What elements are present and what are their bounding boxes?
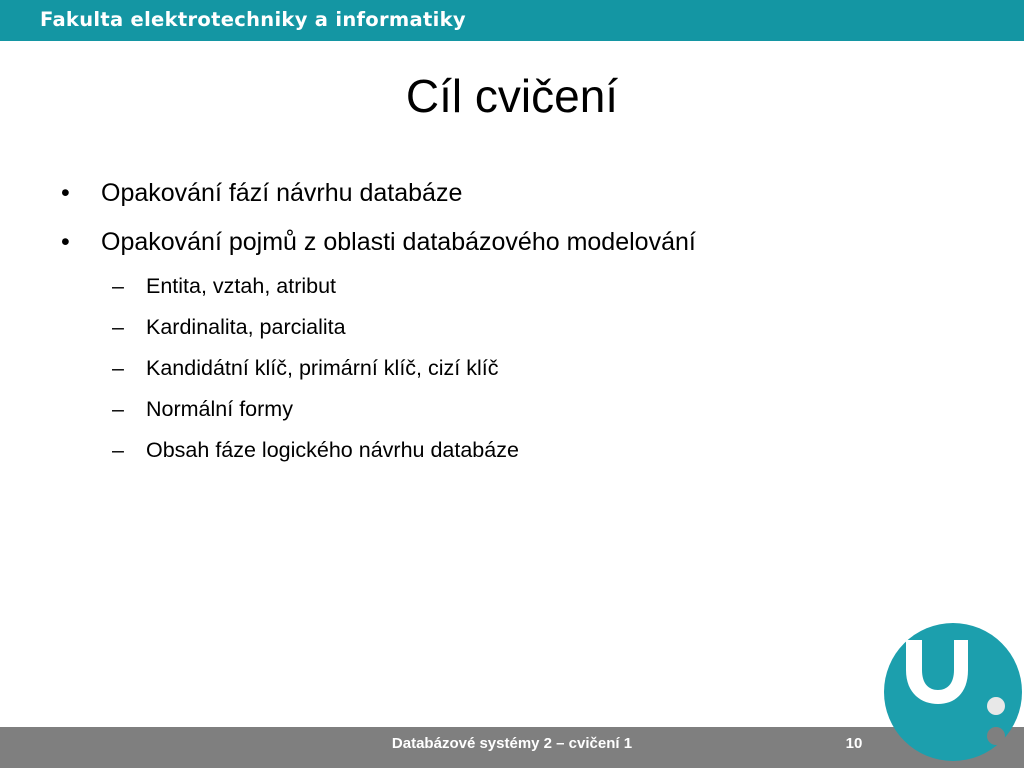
sub-bullet-item	[112, 395, 293, 423]
bullet-item	[60, 226, 696, 258]
bullet-text: Opakování pojmů z oblasti databázového modelování	[101, 228, 696, 256]
sub-bullet-text: Kandidátní klíč, primární klíč, cizí klíč	[146, 356, 499, 380]
logo-dot-light	[987, 697, 1005, 715]
bullet-text: Opakování fází návrhu databáze	[101, 179, 463, 207]
bullet-item	[60, 177, 462, 209]
footer-course-title: Databázové systémy 2 – cvičení 1	[391, 735, 633, 752]
sub-bullet-item	[112, 313, 346, 341]
bullet-icon: •	[61, 228, 70, 256]
sub-bullet-item	[112, 354, 498, 382]
sub-bullet-item	[112, 436, 519, 464]
dash-icon: –	[112, 397, 124, 421]
logo-dot-dark	[987, 727, 1005, 745]
dash-icon: –	[112, 356, 124, 380]
university-u-logo-icon	[882, 614, 1024, 768]
slide-title: Cíl cvičení	[405, 70, 619, 122]
bullet-icon: •	[61, 179, 70, 207]
slide-number: 10	[845, 735, 863, 752]
dash-icon: –	[112, 438, 124, 462]
sub-bullet-text: Obsah fáze logického návrhu databáze	[146, 438, 519, 462]
dash-icon: –	[112, 274, 124, 298]
sub-bullet-item	[112, 272, 336, 300]
sub-bullet-text: Kardinalita, parcialita	[146, 315, 346, 339]
sub-bullet-text: Entita, vztah, atribut	[146, 274, 337, 298]
faculty-name: Fakulta elektrotechniky a informatiky	[40, 8, 466, 31]
dash-icon: –	[112, 315, 124, 339]
sub-bullet-text: Normální formy	[146, 397, 293, 421]
